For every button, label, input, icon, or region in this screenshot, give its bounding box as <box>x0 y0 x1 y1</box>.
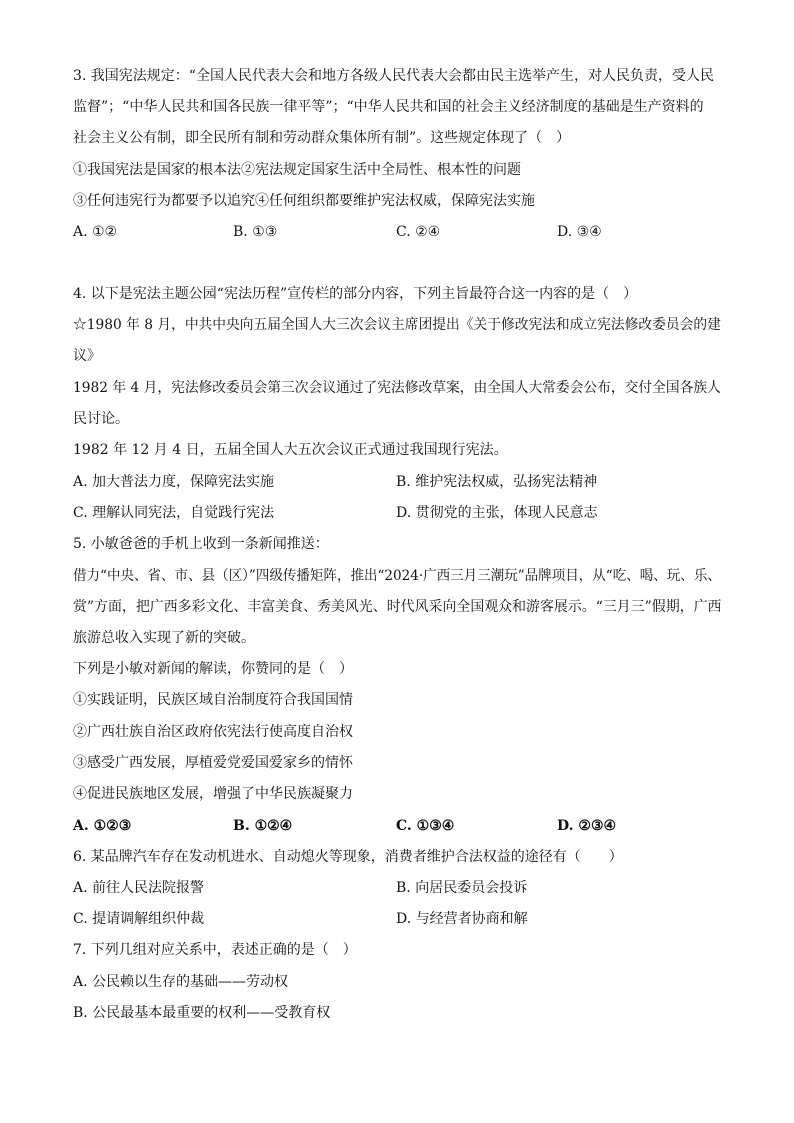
q4-material-line-2: 议》 <box>73 348 101 364</box>
q5-news-line-2: 赏”方面，把广西多彩文化、丰富美食、秀美风光、时代风采向全国观众和游客展示。“三月三”假期，广西 <box>73 599 722 615</box>
q5-option-b: B. ①②④ <box>233 818 293 834</box>
q7-stem: 7. 下列几组对应关系中，表述正确的是（ ） <box>73 942 357 958</box>
q3-stem-line-3: 社会主义公有制，即全民所有制和劳动群众集体所有制”。这些规定体现了（ ） <box>73 130 571 146</box>
q5-statement-1: ①实践证明，民族区域自治制度符合我国国情 <box>73 692 353 708</box>
q5-question: 下列是小敏对新闻的解读，你赞同的是（ ） <box>73 661 353 677</box>
q6-stem: 6. 某品牌汽车存在发动机进水、自动熄火等现象，消费者维护合法权益的途径有（ ） <box>73 849 623 865</box>
q6-option-c: C. 提请调解组织仲裁 <box>73 911 205 927</box>
q3-statement-1: ①我国宪法是国家的根本法②宪法规定国家生活中全局性、根本性的问题 <box>73 162 521 178</box>
q4-material-line-1: ☆1980 年 8 月，中共中央向五届全国人大三次会议主席团提出《关于修改宪法和成立宪法修改委员会的建 <box>73 317 721 333</box>
q4-stem: 4. 以下是宪法主题公园“宪法历程”宣传栏的部分内容，下列主旨最符合这一内容的是（ ） <box>73 286 638 302</box>
q5-statement-4: ④促进民族地区发展，增强了中华民族凝聚力 <box>73 786 353 802</box>
q5-stem: 5. 小敏爸爸的手机上收到一条新闻推送： <box>73 536 329 552</box>
q4-option-b: B. 维护宪法权威，弘扬宪法精神 <box>396 474 598 490</box>
q6-option-b: B. 向居民委员会投诉 <box>396 880 528 896</box>
q5-option-d: D. ②③④ <box>557 818 617 834</box>
q4-material-line-4: 民讨论。 <box>73 411 129 427</box>
q4-material-line-3: 1982 年 4 月，宪法修改委员会第三次会议通过了宪法修改草案，由全国人大常委会公布，交付全国各族人 <box>73 380 721 396</box>
q5-statement-2: ②广西壮族自治区政府依宪法行使高度自治权 <box>73 724 353 740</box>
q5-option-c: C. ①③④ <box>396 818 455 834</box>
q5-news-line-1: 借力“中央、省、市、县（区）”四级传播矩阵，推出“2024·广西三月三潮玩”品牌项目，从“吃、喝、玩、乐、 <box>73 568 721 584</box>
q7-option-a: A. 公民赖以生存的基础——劳动权 <box>73 974 289 990</box>
q3-option-a: A. ①② <box>73 224 118 240</box>
q4-option-a: A. 加大普法力度，保障宪法实施 <box>73 474 275 490</box>
q3-stem-line-2: 监督”；“中华人民共和国各民族一律平等”；“中华人民共和国的社会主义经济制度的基础是生产资料的 <box>73 99 704 115</box>
q6-option-a: A. 前往人民法院报警 <box>73 880 205 896</box>
q3-option-d: D. ③④ <box>557 224 602 240</box>
q3-stem-line-1: 3. 我国宪法规定：“全国人民代表大会和地方各级人民代表大会都由民主选举产生，对人民负责，受人民 <box>73 68 714 84</box>
q6-option-d: D. 与经营者协商和解 <box>396 911 528 927</box>
q5-statement-3: ③感受广西发展，厚植爱党爱国爱家乡的情怀 <box>73 755 353 771</box>
q3-option-b: B. ①③ <box>233 224 278 240</box>
q4-material-line-5: 1982 年 12 月 4 日，五届全国人大五次会议正式通过我国现行宪法。 <box>73 442 508 458</box>
q5-news-line-3: 旅游总收入实现了新的突破。 <box>73 630 255 646</box>
q3-statement-2: ③任何违宪行为都要予以追究④任何组织都要维护宪法权威，保障宪法实施 <box>73 193 535 209</box>
q5-option-a: A. ①②③ <box>73 818 132 834</box>
q4-option-c: C. 理解认同宪法，自觉践行宪法 <box>73 505 275 521</box>
q4-option-d: D. 贯彻党的主张，体现人民意志 <box>396 505 598 521</box>
q7-option-b: B. 公民最基本最重要的权利——受教育权 <box>73 1005 331 1021</box>
q3-option-c: C. ②④ <box>396 224 441 240</box>
